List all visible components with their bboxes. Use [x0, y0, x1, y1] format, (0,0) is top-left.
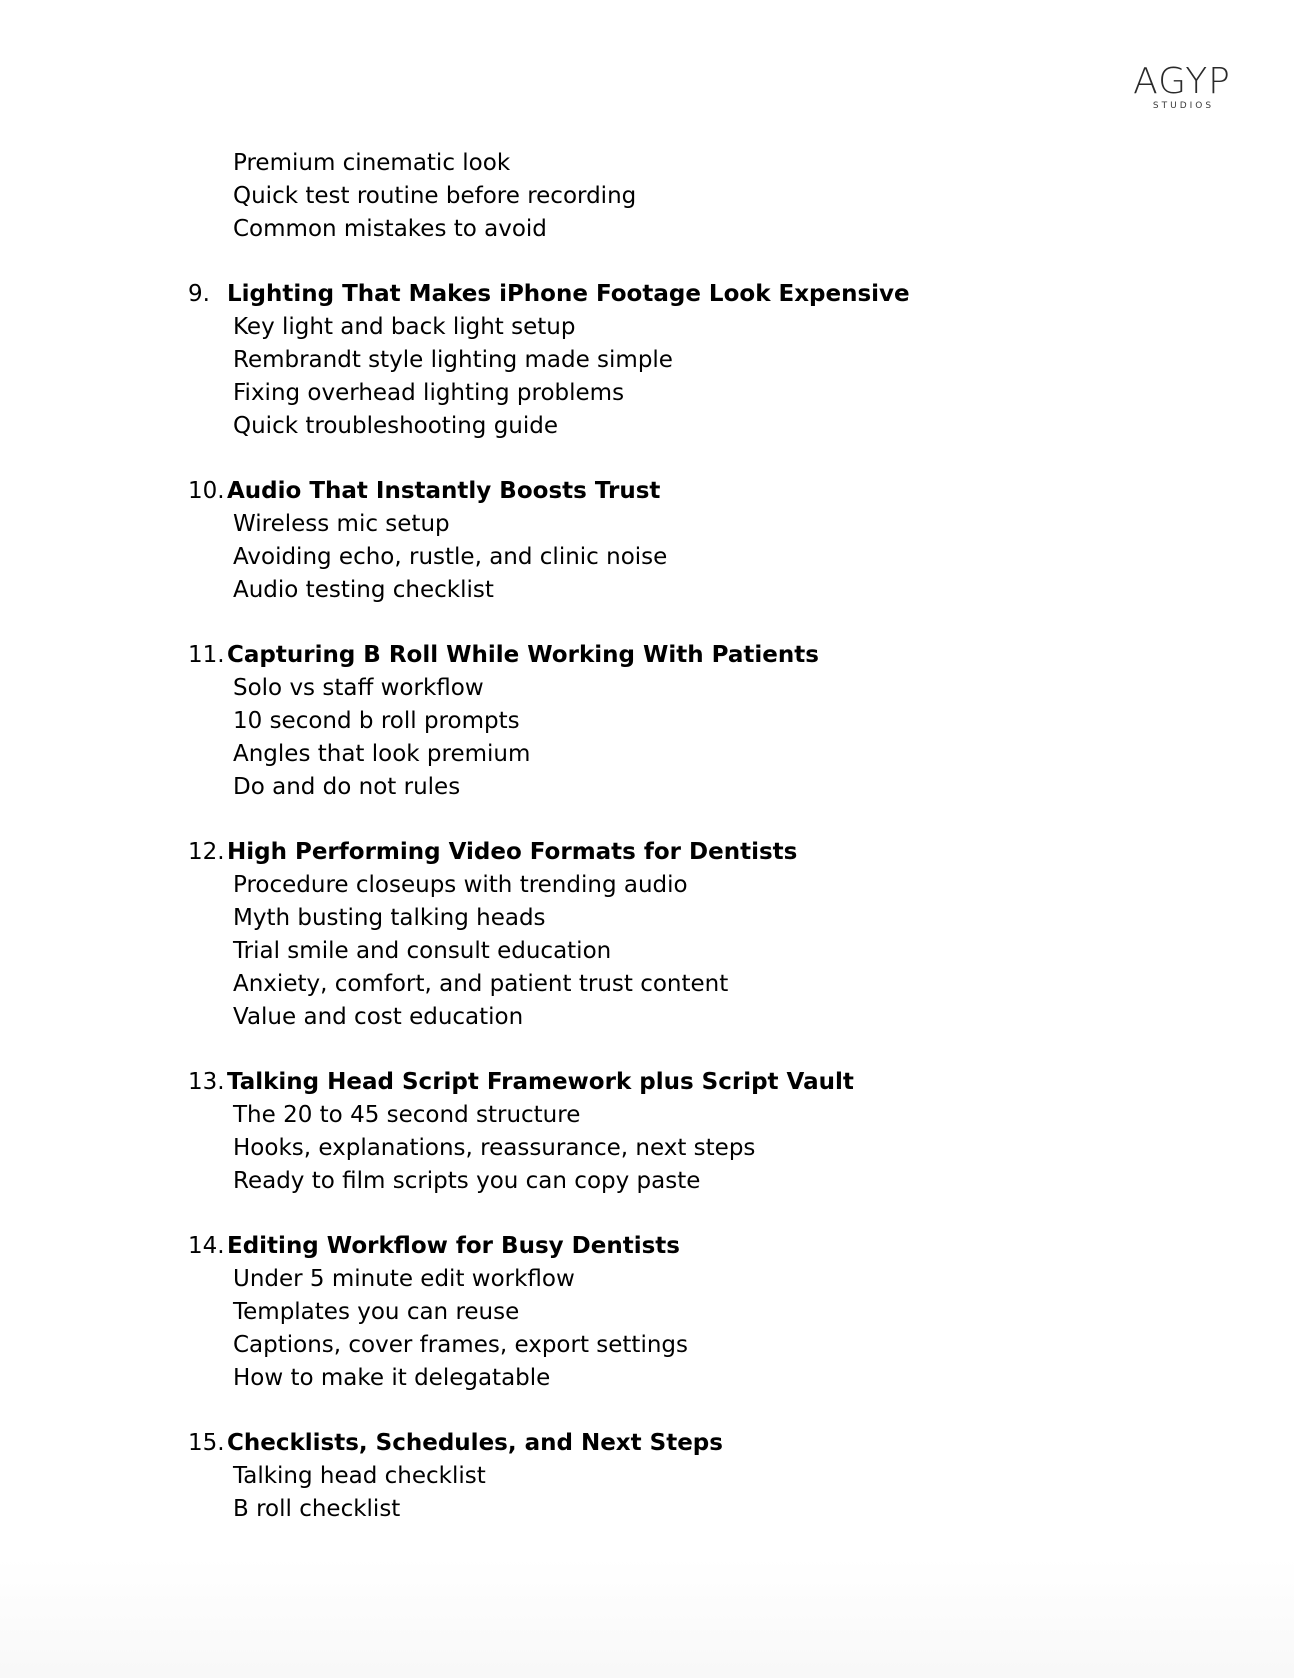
page-bottom-shade	[0, 1558, 1294, 1678]
section-heading	[0, 1427, 1294, 1460]
section-heading	[0, 639, 1294, 672]
section-heading	[0, 475, 1294, 508]
section-number: 10.	[188, 478, 225, 504]
list-item: Quick test routine before recording	[233, 183, 637, 209]
document-body	[0, 147, 1294, 1526]
section-number: 13.	[188, 1069, 225, 1095]
list-item: Talking head checklist	[233, 1463, 486, 1489]
section-number: 11.	[188, 642, 225, 668]
section-10	[0, 475, 1294, 607]
list-item: 10 second b roll prompts	[233, 708, 520, 734]
section-number: 14.	[188, 1233, 225, 1259]
section-number: 12.	[188, 839, 225, 865]
list-item: Wireless mic setup	[233, 511, 450, 537]
section-title: Talking Head Script Framework plus Script Vault	[227, 1069, 854, 1095]
list-item: Value and cost education	[233, 1004, 524, 1030]
list-item: B roll checklist	[233, 1496, 401, 1522]
list-item: Templates you can reuse	[233, 1299, 520, 1325]
section-11	[0, 639, 1294, 804]
list-item: Fixing overhead lighting problems	[233, 380, 625, 406]
section-heading	[0, 836, 1294, 869]
list-item: Solo vs staff workflow	[233, 675, 484, 701]
section-heading	[0, 1066, 1294, 1099]
list-item: Quick troubleshooting guide	[233, 413, 559, 439]
list-item: Under 5 minute edit workflow	[233, 1266, 575, 1292]
section-15	[0, 1427, 1294, 1526]
section-13	[0, 1066, 1294, 1198]
list-item: Common mistakes to avoid	[233, 216, 547, 242]
section-title: High Performing Video Formats for Dentists	[227, 839, 798, 865]
list-item: Avoiding echo, rustle, and clinic noise	[233, 544, 668, 570]
list-item: Rembrandt style lighting made simple	[233, 347, 673, 373]
section-heading	[0, 278, 1294, 311]
list-item: Hooks, explanations, reassurance, next steps	[233, 1135, 756, 1161]
list-item: Audio testing checklist	[233, 577, 494, 603]
section-title: Editing Workflow for Busy Dentists	[227, 1233, 680, 1259]
logo-subtitle: STUDIOS	[1152, 101, 1215, 111]
list-item: Trial smile and consult education	[233, 938, 612, 964]
section-14	[0, 1230, 1294, 1395]
list-item: Procedure closeups with trending audio	[233, 872, 688, 898]
section-heading	[0, 1230, 1294, 1263]
list-item: Key light and back light setup	[233, 314, 576, 340]
section-number: 15.	[188, 1430, 225, 1456]
section-number: 9.	[188, 281, 210, 307]
list-item: How to make it delegatable	[233, 1365, 551, 1391]
list-item: Premium cinematic look	[233, 150, 511, 176]
list-item: The 20 to 45 second structure	[233, 1102, 581, 1128]
section-title: Audio That Instantly Boosts Trust	[227, 478, 661, 504]
section-title: Lighting That Makes iPhone Footage Look Expensive	[227, 281, 910, 307]
brand-logo	[1131, 61, 1233, 111]
section-title: Checklists, Schedules, and Next Steps	[227, 1430, 723, 1456]
section-title: Capturing B Roll While Working With Patients	[227, 642, 819, 668]
list-item: Angles that look premium	[233, 741, 531, 767]
logo-mark: AGYP	[1133, 61, 1231, 102]
list-item: Do and do not rules	[233, 774, 461, 800]
list-item: Captions, cover frames, export settings	[233, 1332, 689, 1358]
list-item: Ready to film scripts you can copy paste	[233, 1168, 701, 1194]
list-item: Myth busting talking heads	[233, 905, 546, 931]
list-item: Anxiety, comfort, and patient trust content	[233, 971, 729, 997]
section-9	[0, 278, 1294, 443]
section-12	[0, 836, 1294, 1034]
intro-list	[0, 147, 1294, 246]
